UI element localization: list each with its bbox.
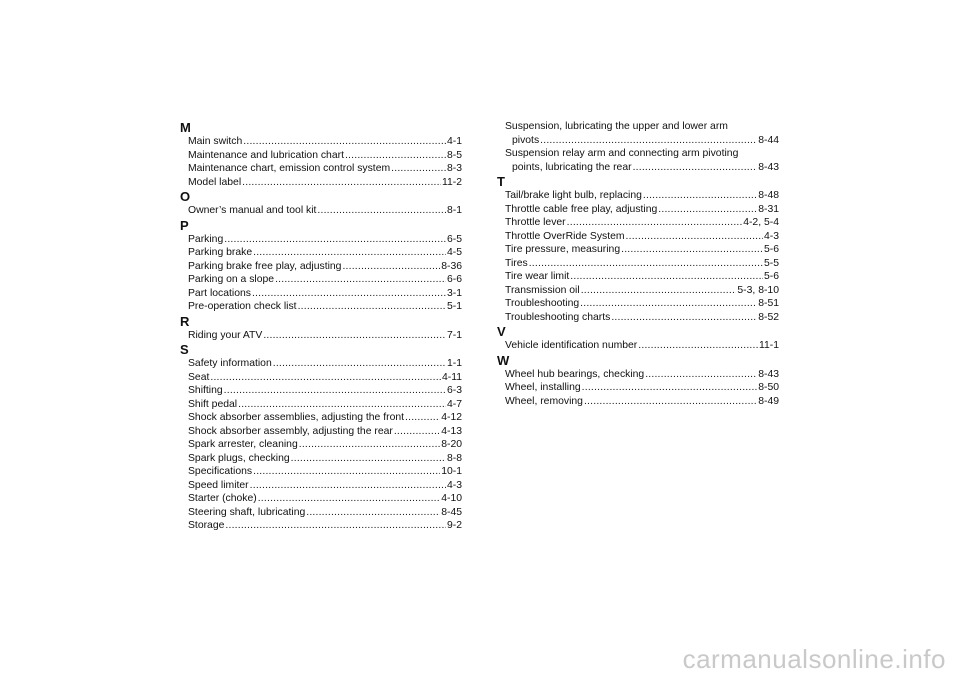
index-entry: [497, 257, 779, 271]
entry-text: Parking on a slope: [188, 274, 275, 285]
entry-page: 8-43: [758, 161, 779, 173]
entry-text: Transmission oil: [505, 284, 580, 296]
entry-page: 4-10: [441, 493, 462, 504]
entry-text: Starter (choke): [188, 493, 257, 504]
index-entry: [180, 492, 462, 506]
index-entry: [497, 395, 779, 409]
entry-text: Troubleshooting charts: [505, 311, 611, 323]
entry-text: Troubleshooting: [505, 298, 580, 309]
entry-text: Main switch: [188, 136, 243, 147]
entry-page: 8-49: [758, 395, 779, 407]
index-entry: [497, 203, 779, 217]
leader-dots: [626, 230, 763, 244]
entry-page: 10-1: [441, 466, 462, 477]
entry-text: Model label: [188, 176, 242, 188]
index-letter-heading: M: [180, 120, 191, 135]
entry-page: 11-2: [441, 176, 462, 188]
entry-page: 8-43: [758, 368, 779, 380]
entry-text: Parking: [188, 233, 224, 245]
index-entry: [180, 176, 462, 190]
entry-page: 8-45: [441, 506, 462, 518]
leader-dots: [250, 479, 446, 493]
entry-page: 4-12: [441, 412, 462, 423]
leader-dots: [273, 357, 446, 371]
leader-dots: [224, 233, 446, 247]
entry-page: 8-1: [446, 205, 462, 216]
entry-text: Throttle OverRide System: [505, 230, 625, 242]
entry-text: Wheel, removing: [505, 395, 583, 407]
entry-page: 8-50: [758, 382, 779, 393]
entry-page: 11-1: [758, 340, 779, 351]
index-entry: [180, 452, 462, 466]
entry-text: Seat: [188, 371, 210, 383]
index-column-right: [497, 120, 779, 408]
index-entry: [497, 134, 779, 148]
entry-text: Tail/brake light bulb, replacing: [505, 190, 642, 201]
entry-page: 5-3, 8-10: [737, 284, 779, 296]
index-column-left: [180, 120, 462, 533]
index-entry: [180, 287, 462, 301]
index-entry: [497, 270, 779, 284]
entry-page: 8-8: [446, 452, 462, 464]
leader-dots: [611, 311, 757, 325]
index-entry: [180, 506, 462, 520]
entry-text: Shifting: [188, 385, 223, 396]
index-letter-heading: V: [497, 324, 506, 339]
index-entry-first-line: Suspension relay arm and connecting arm pivoting: [505, 148, 739, 159]
index-entry: [180, 273, 462, 287]
entry-page: 8-36: [441, 260, 462, 272]
entry-page: 7-1: [446, 329, 462, 341]
entry-page: 6-3: [446, 385, 462, 396]
index-entry: [180, 204, 462, 218]
index-entry: [497, 339, 779, 353]
leader-dots: [317, 204, 446, 218]
leader-dots: [582, 381, 758, 395]
entry-text: Spark plugs, checking: [188, 452, 290, 464]
watermark-text: carmanualsonline.info: [682, 644, 946, 674]
index-entry: [497, 297, 779, 311]
leader-dots: [224, 384, 446, 398]
index-entry: [180, 398, 462, 412]
leader-dots: [275, 273, 446, 287]
leader-dots: [252, 287, 446, 301]
leader-dots: [405, 411, 440, 425]
entry-page: 8-20: [441, 439, 462, 450]
entry-page: 6-5: [446, 233, 462, 245]
entry-page: 8-44: [758, 134, 779, 146]
leader-dots: [567, 216, 743, 230]
entry-text: Throttle cable free play, adjusting: [505, 203, 658, 215]
entry-text: Owner’s manual and tool kit: [188, 205, 317, 216]
leader-dots: [621, 243, 763, 257]
leader-dots: [242, 176, 441, 190]
leader-dots: [580, 297, 757, 311]
entry-page: 8-3: [446, 163, 462, 174]
index-entry: [497, 243, 779, 257]
entry-text: Tire wear limit: [505, 271, 570, 282]
entry-text: Riding your ATV: [188, 329, 263, 341]
leader-dots: [243, 135, 446, 149]
entry-page: 4-13: [441, 425, 462, 437]
leader-dots: [225, 519, 446, 533]
entry-text: Shock absorber assembly, adjusting the rear: [188, 425, 393, 437]
entry-text: Specifications: [188, 466, 253, 477]
index-entry: [180, 411, 462, 425]
index-entry: [497, 216, 779, 230]
entry-text: Storage: [188, 520, 225, 531]
entry-page: 6-6: [446, 274, 462, 285]
index-entry: [180, 162, 462, 176]
entry-text: Parking brake free play, adjusting: [188, 260, 342, 272]
leader-dots: [253, 465, 440, 479]
leader-dots: [298, 300, 446, 314]
entry-page: 3-1: [446, 287, 462, 299]
index-entry-first-line: Suspension, lubricating the upper and lower arm: [505, 121, 728, 132]
leader-dots: [291, 452, 446, 466]
leader-dots: [540, 134, 757, 148]
leader-dots: [345, 149, 446, 163]
index-entry: [180, 233, 462, 247]
entry-text: Pre-operation check list: [188, 301, 297, 312]
leader-dots: [210, 371, 441, 385]
index-letter-heading: O: [180, 189, 191, 204]
leader-dots: [394, 425, 440, 439]
entry-page: 5-6: [763, 244, 779, 255]
entry-text: Shift pedal: [188, 398, 238, 410]
entry-text: Part locations: [188, 287, 251, 299]
leader-dots: [391, 162, 446, 176]
index-letter-heading: P: [180, 217, 189, 233]
index-entry: [497, 189, 779, 203]
index-entry: [180, 438, 462, 452]
index-entry: [180, 260, 462, 274]
entry-page: 4-2, 5-4: [743, 217, 779, 228]
leader-dots: [658, 203, 757, 217]
entry-page: 8-31: [758, 203, 779, 215]
index-letter-heading: R: [180, 313, 190, 329]
entry-text: Wheel, installing: [505, 382, 581, 393]
index-entry: [180, 329, 462, 343]
entry-text: points, lubricating the rear: [512, 161, 632, 173]
index-entry: [180, 300, 462, 314]
leader-dots: [643, 189, 757, 203]
entry-page: 1-1: [446, 358, 462, 369]
index-entry: [180, 371, 462, 385]
leader-dots: [638, 339, 758, 353]
entry-page: 4-5: [446, 247, 462, 258]
index-entry: [180, 246, 462, 260]
entry-text: pivots: [512, 134, 540, 146]
index-entry: [497, 368, 779, 382]
entry-page: 4-3: [763, 230, 779, 242]
entry-text: Tires: [505, 257, 528, 269]
index-letter-heading: S: [180, 342, 189, 357]
entry-text: Maintenance chart, emission control system: [188, 163, 391, 174]
entry-page: 8-5: [446, 149, 462, 161]
entry-page: 8-48: [758, 190, 779, 201]
entry-text: Parking brake: [188, 247, 253, 258]
index-entry: [497, 311, 779, 325]
leader-dots: [529, 257, 763, 271]
index-entry: [180, 465, 462, 479]
leader-dots: [581, 284, 737, 298]
index-letter-heading: T: [497, 174, 505, 189]
entry-text: Wheel hub bearings, checking: [505, 368, 645, 380]
index-entry: [180, 479, 462, 493]
leader-dots: [584, 395, 757, 409]
index-entry: [180, 519, 462, 533]
entry-page: 8-51: [758, 298, 779, 309]
entry-text: Safety information: [188, 358, 272, 369]
leader-dots: [633, 161, 758, 175]
leader-dots: [299, 438, 440, 452]
entry-page: 5-5: [763, 257, 779, 269]
entry-page: 8-52: [758, 311, 779, 323]
index-entry: [180, 425, 462, 439]
entry-page: 9-2: [446, 520, 462, 531]
index-entry: [180, 149, 462, 163]
index-letter-heading: W: [497, 352, 510, 368]
entry-text: Throttle lever: [505, 217, 566, 228]
entry-text: Speed limiter: [188, 479, 249, 491]
entry-text: Spark arrester, cleaning: [188, 439, 298, 450]
leader-dots: [570, 270, 763, 284]
index-entry: [180, 135, 462, 149]
entry-page: 5-6: [763, 271, 779, 282]
entry-text: Tire pressure, measuring: [505, 244, 621, 255]
entry-page: 4-1: [446, 136, 462, 147]
leader-dots: [645, 368, 757, 382]
entry-page: 4-3: [446, 479, 462, 491]
entry-text: Maintenance and lubrication chart: [188, 149, 344, 161]
leader-dots: [253, 246, 446, 260]
leader-dots: [238, 398, 446, 412]
entry-page: 4-7: [446, 398, 462, 410]
leader-dots: [258, 492, 440, 506]
index-entry: [180, 384, 462, 398]
index-entry: [180, 357, 462, 371]
index-entry: [497, 381, 779, 395]
leader-dots: [306, 506, 440, 520]
index-entry: [497, 161, 779, 175]
index-entry: [497, 230, 779, 244]
entry-text: Shock absorber assemblies, adjusting the front: [188, 412, 405, 423]
leader-dots: [263, 329, 446, 343]
entry-text: Steering shaft, lubricating: [188, 506, 306, 518]
index-entry: [497, 284, 779, 298]
entry-page: 4-11: [441, 371, 462, 383]
entry-page: 5-1: [446, 301, 462, 312]
entry-text: Vehicle identification number: [505, 340, 638, 351]
leader-dots: [342, 260, 440, 274]
